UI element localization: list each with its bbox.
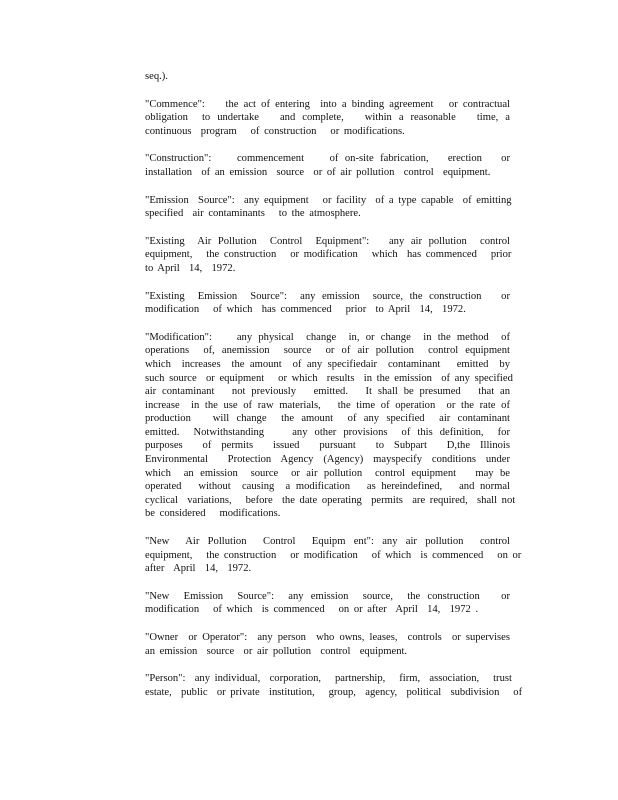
text-line: estate, public or private institution, group, agency, political subdivision of [145, 686, 523, 698]
text-line: production will change the amount of any specified air contaminant [145, 413, 510, 425]
definition-person [145, 672, 523, 699]
text-line: specified air contaminants to the atmosphere. [145, 208, 361, 220]
text-line: obligation to undertake and complete, within a reasonable time, a [145, 112, 510, 124]
text-line: air contaminant not previously emitted. It shall be presumed that an [145, 386, 510, 398]
definition-emission-source [145, 194, 510, 221]
text-line: Environmental Protection Agency (Agency) mayspecify conditions under [145, 454, 510, 466]
text-line: operated without causing a modification as hereindefined, and normal [145, 481, 510, 493]
text-line: "Owner or Operator": any person who owns, leases, controls or supervises [145, 632, 510, 643]
text-line: such source or equipment or which results in the emission of any specified [145, 372, 513, 384]
text-line: seq.). [145, 71, 168, 82]
definition-new-emission-source [145, 590, 510, 617]
definition-owner-or-operator [145, 631, 510, 658]
text-line: "Emission Source": any equipment or facility of a type capable of emitting [145, 194, 512, 206]
text-line: purposes of permits issued pursuant to Subpart D,the Illinois [145, 440, 510, 452]
definition-existing-air-pollution-control-equipment [145, 235, 510, 276]
text-line: emitted. Notwithstanding any other provisions of this definition, for [145, 426, 510, 438]
text-line: an emission source or air pollution control equipment. [145, 645, 408, 657]
text-line: be considered modifications. [145, 508, 281, 520]
document-page [145, 70, 523, 713]
text-line: modification of which is commenced on or after April 14, 1972 . [145, 604, 479, 616]
text-line: "Person": any individual, corporation, partnership, firm, association, trust [145, 673, 512, 685]
text-line: equipment, the construction or modification which has commenced prior [145, 249, 512, 261]
definition-existing-emission-source [145, 290, 510, 317]
text-line: "New Air Pollution Control Equipm ent": any air pollution control [145, 536, 510, 548]
paragraph-continuation [145, 70, 510, 84]
text-line: modification of which has commenced prior to April 14, 1972. [145, 304, 466, 316]
text-line: after April 14, 1972. [145, 563, 252, 575]
text-line: "Construction": commencement of on-site fabrication, erection or [145, 153, 510, 165]
text-line: "New Emission Source": any emission source, the construction or [145, 590, 510, 602]
text-line: continuous program of construction or modifications. [145, 125, 405, 137]
text-line: cyclical variations, before the date operating permits are required, shall not [145, 494, 516, 506]
text-line: "Existing Emission Source": any emission source, the construction or [145, 290, 510, 302]
text-line: "Commence": the act of entering into a binding agreement or contractual [145, 98, 510, 110]
text-line: "Existing Air Pollution Control Equipment": any air pollution control [145, 235, 510, 247]
text-line: which an emission source or air pollution control equipment may be [145, 467, 510, 479]
definition-modification [145, 331, 516, 521]
definition-new-air-pollution-control-equipment [145, 535, 522, 576]
text-line: operations of, anemission source or of air pollution control equipment [145, 345, 510, 357]
definition-construction [145, 152, 510, 179]
definition-commence [145, 98, 510, 139]
text-line: "Modification": any physical change in, or change in the method of [145, 331, 510, 343]
text-line: installation of an emission source or of air pollution control equipment. [145, 166, 491, 178]
text-line: increase in the use of raw materials, the time of operation or the rate of [145, 399, 510, 411]
text-line: which increases the amount of any specifiedair contaminant emitted by [145, 358, 510, 370]
text-line: to April 14, 1972. [145, 262, 236, 274]
text-line: equipment, the construction or modification of which is commenced on or [145, 549, 522, 561]
